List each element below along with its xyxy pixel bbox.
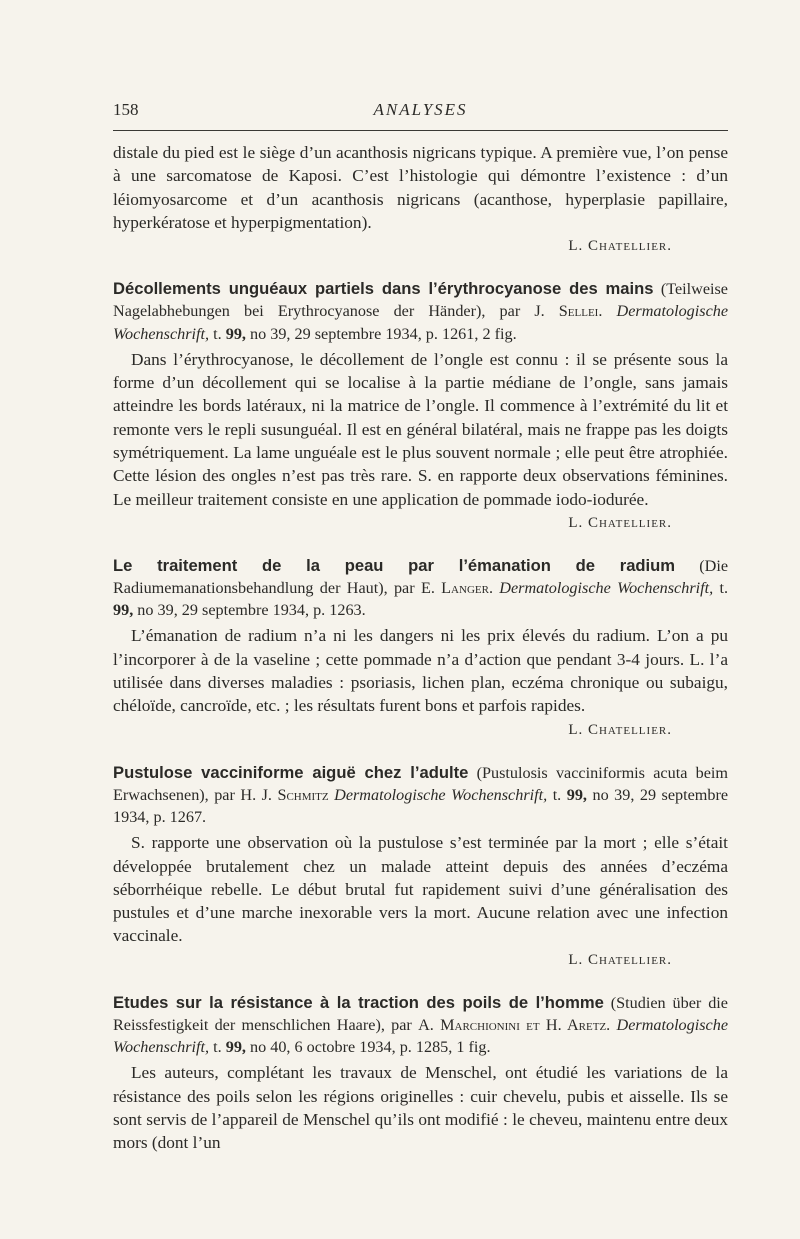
article-journal: Dermatologische Wochenschrift, [113, 302, 729, 343]
article-citation: no 39, 29 septembre 1934, p. 1263. [137, 601, 366, 620]
article-journal: Dermatologische Wochenschrift, [499, 579, 714, 598]
continuation-text: distale du pied est le siège d’un acanthosis nigricans typique. A première vue, l’on pense à une sarcomatose de Kaposi. C’est l’histologie qui démontre l’existence : d’un léiomyosarcome et d’un acanthosis nigricans (acanthose, hyperplasie papillaire, hyperkératose et hyperpigmentation). [113, 143, 728, 232]
citation-prefix: t. [719, 579, 728, 598]
section-title: ANALYSES [373, 100, 468, 119]
article-heading [113, 992, 728, 1059]
article-author: H. J. Schmitz [240, 785, 329, 804]
article-author: J. Sellei. [534, 302, 603, 321]
running-header [113, 92, 728, 118]
citation-prefix: t. [552, 785, 562, 804]
article-citation: no 39, 29 septembre 1934, p. 1267. [113, 785, 729, 827]
citation-prefix: t. [213, 324, 222, 343]
article [113, 992, 728, 1155]
article-heading [113, 555, 728, 622]
page-number: 158 [113, 100, 139, 119]
article-journal: Dermatologische Wochenschrift, [334, 785, 548, 804]
article-heading [113, 762, 728, 829]
article-journal: Dermatologische Wochenschrift, [113, 1015, 729, 1057]
article-subtitle: (Studien über die Reissfestigkeit der menschlichen Haare), par [113, 993, 728, 1034]
article [113, 278, 728, 534]
signature: L. Chatellier. [568, 238, 672, 255]
article-author: A. Marchionini et H. Aretz. [418, 1015, 611, 1034]
article-citation: no 39, 29 septembre 1934, p. 1261, 2 fig. [250, 324, 517, 343]
article-subtitle: (Die Radiumemanationsbehandlung der Haut), par [113, 556, 729, 598]
article-volume: 99, [225, 324, 246, 343]
article-title: Pustulose vacciniforme aiguë chez l’adulte [113, 762, 469, 782]
article-volume: 99, [225, 1038, 246, 1057]
article-citation: no 40, 6 octobre 1934, p. 1285, 1 fig. [250, 1038, 491, 1057]
page [113, 92, 728, 1155]
article-body: L’émanation de radium n’a ni les dangers ni les prix élevés du radium. L’on a pu l’incorporer à de la vaseline ; cette pommade n’a d’action que pendant 3-4 jours. L. l’a utilisée dans diverses maladies : psoriasis, lichen plan, eczéma chronique ou subaigu, chéloïde, cancroïde, etc. ; les résultats furent bons et parfois rapides. [113, 626, 728, 716]
article-volume: 99, [113, 601, 134, 620]
signature: L. Chatellier. [568, 951, 672, 968]
article-title: Etudes sur la résistance à la traction des poils de l’homme [113, 992, 604, 1012]
article-body: Dans l’érythrocyanose, le décollement de l’ongle est connu : il se présente sous la forme d’un décollement qui se localise à la partie médiane de l’ongle, sans jamais atteindre les bords latéraux, ni la matrice de l’ongle. Il commence à l’extrémité du lit et remonte vers le repli susunguéal. Il est en général bilatéral, mais ne frappe pas les doigts symétriquement. La lame unguéale est le plus souvent normale ; elle peut être atrophiée. Cette lésion des ongles n’est pas très rare. S. en rapporte deux observations féminines. Le meilleur traitement consiste en une application de pommade iodo-iodurée. [113, 349, 728, 509]
article-body: S. rapporte une observation où la pustulose s’est terminée par la mort ; elle s’était développée brutalement chez un malade atteint depuis des années d’eczéma séborrhéique rebelle. Le début brutal fut rapidement suivi d’une généralisation des pustules et d’une marche inexorable vers la mort. Aucune relation avec une infection vaccinale. [113, 833, 728, 946]
article-title: Le traitement de la peau par l’émanation de radium [113, 555, 676, 575]
header-rule [113, 130, 728, 131]
article-title: Décollements unguéaux partiels dans l’érythrocyanose des mains [113, 279, 654, 299]
article-subtitle: (Pustulosis vacciniformis acuta beim Erwachsenen), par [113, 763, 729, 804]
article-heading [113, 278, 728, 345]
article-subtitle: (Teilweise Nagelabhebungen bei Erythrocyanose der Händer), par [113, 280, 728, 321]
citation-prefix: t. [213, 1038, 222, 1057]
article [113, 555, 728, 741]
article-author: E. Langer. [420, 579, 493, 598]
signature: L. Chatellier. [568, 721, 672, 738]
signature: L. Chatellier. [568, 514, 672, 531]
article-volume: 99, [566, 785, 587, 804]
article-body: Les auteurs, complétant les travaux de Menschel, ont étudié les variations de la résistance des poils selon les régions originelles : cuir chevelu, pubis et aisselle. Ils se sont servis de l’appareil de Menschel qu’ils ont modifié : le cheveu, maintenu entre deux mors (dont l’un [113, 1063, 728, 1153]
article [113, 762, 728, 971]
